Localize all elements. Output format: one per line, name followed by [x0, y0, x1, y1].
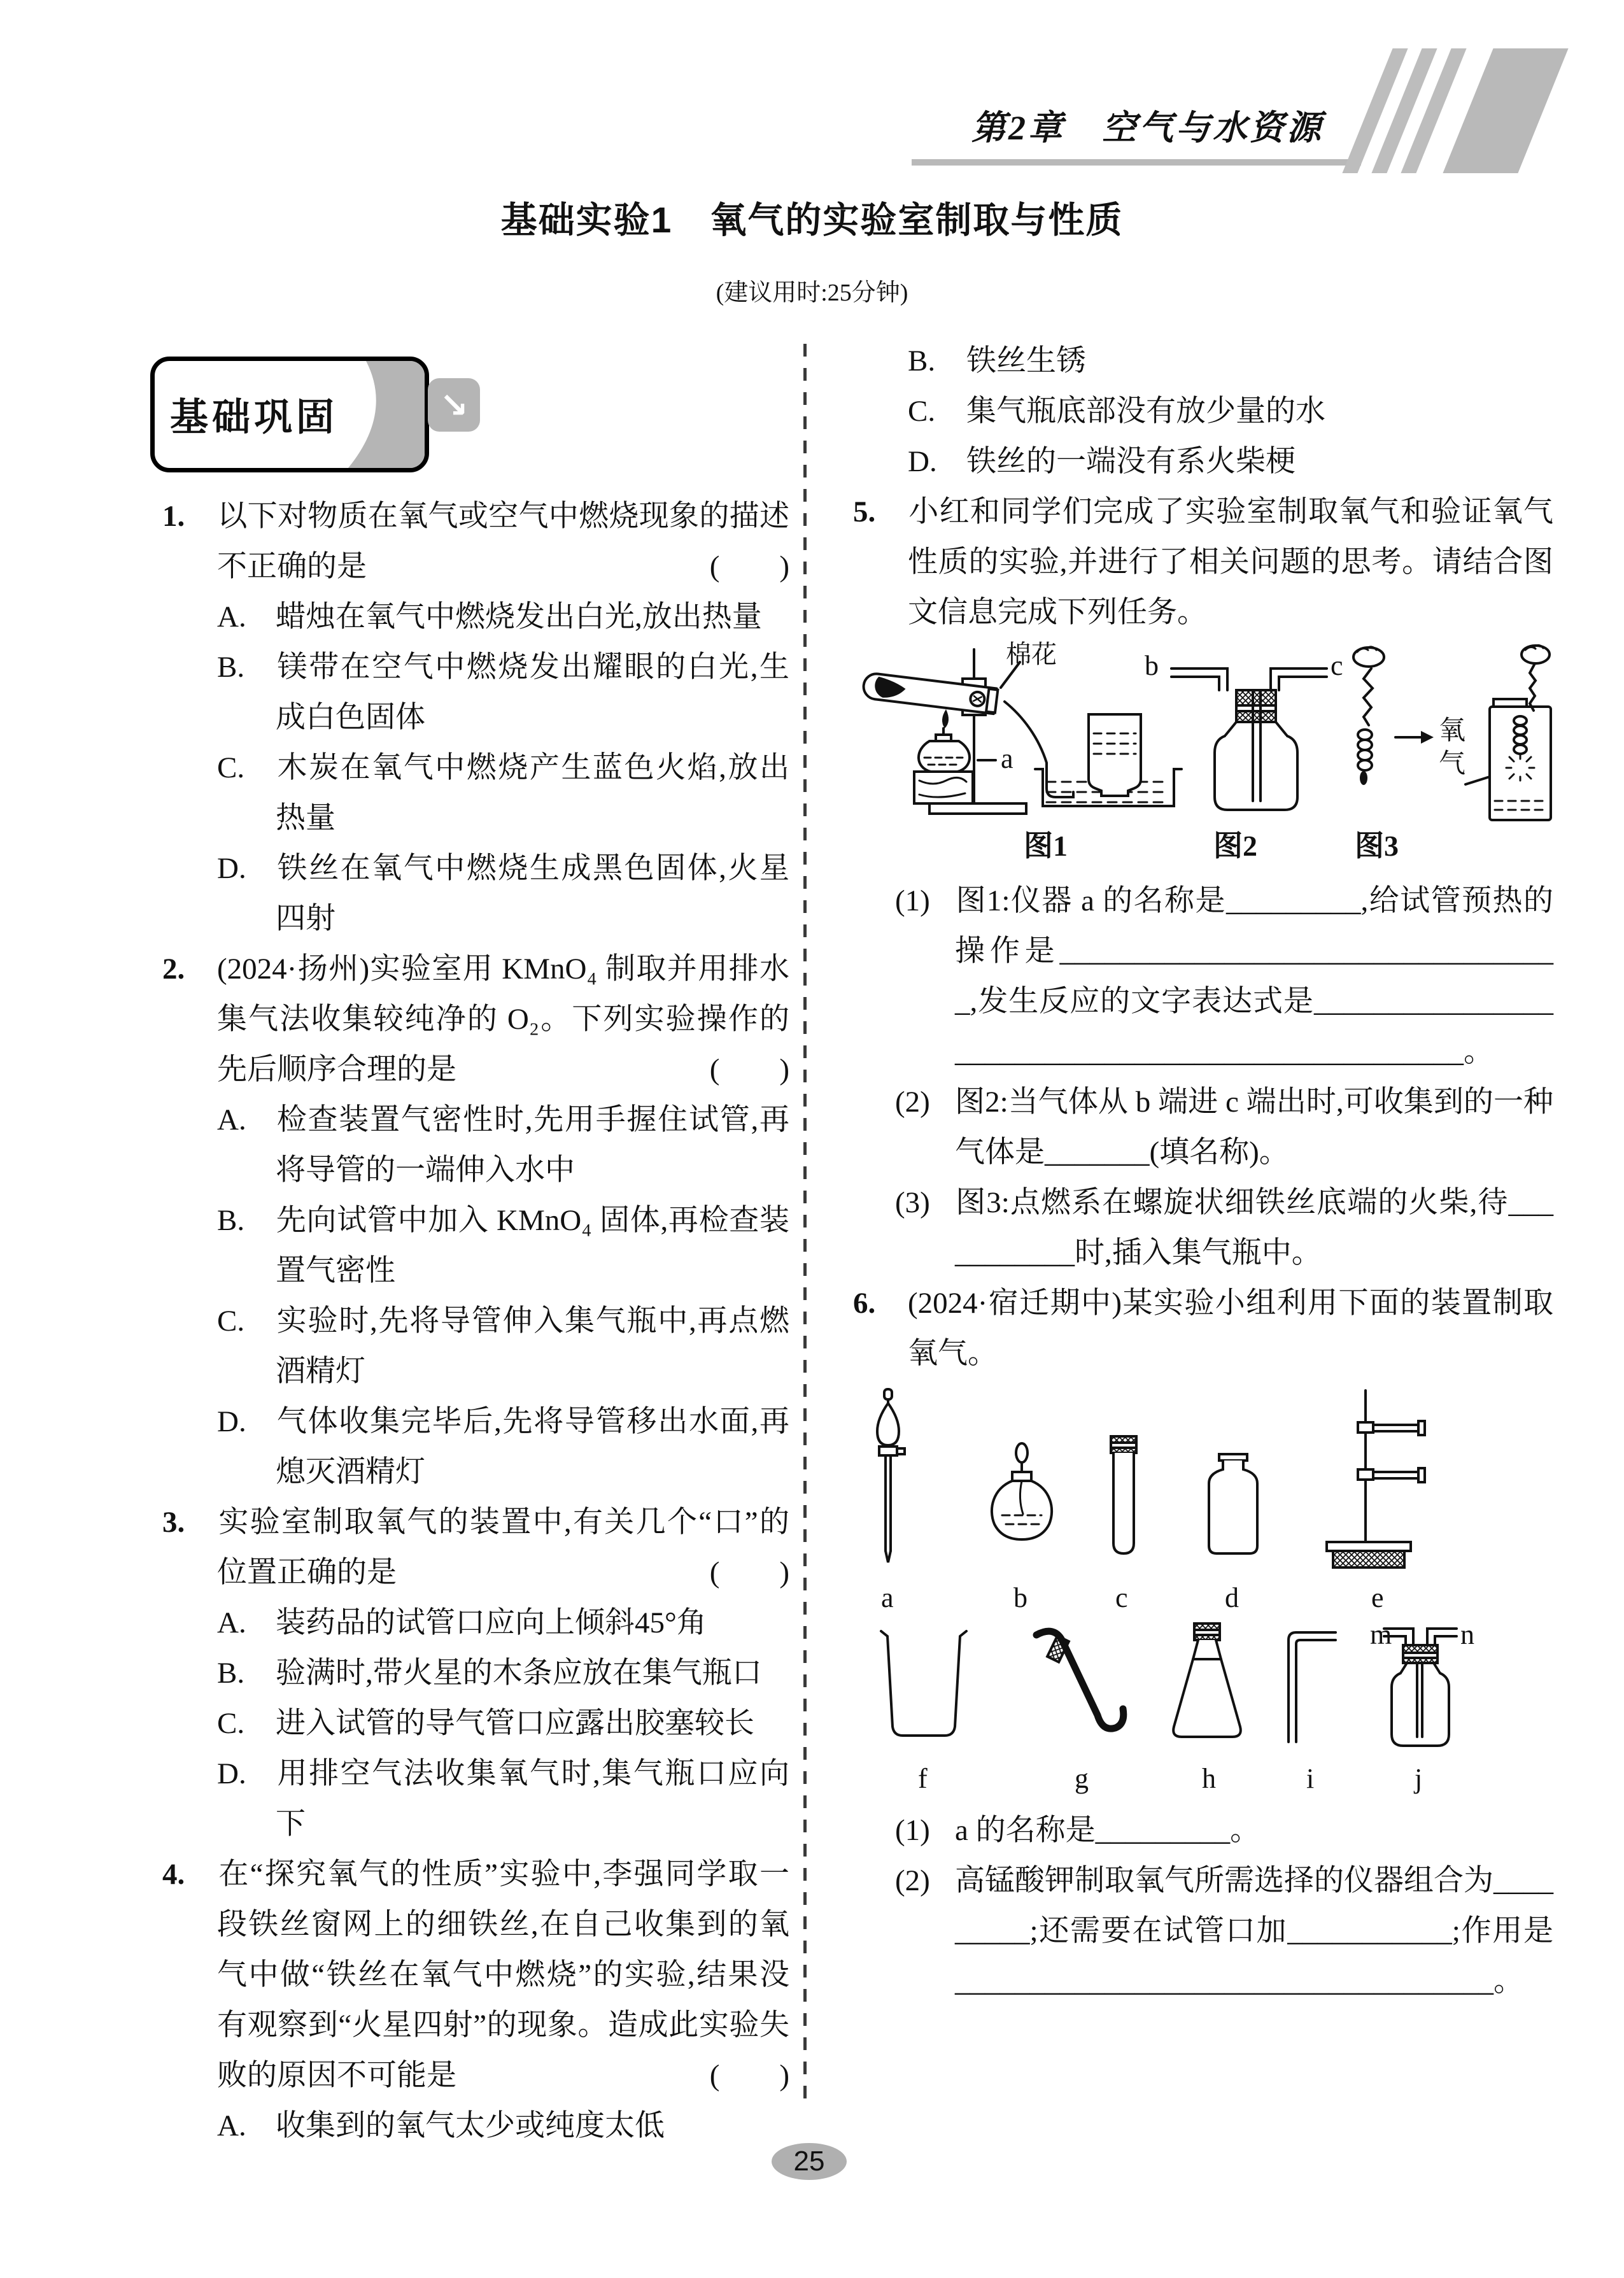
- option-letter: D.: [217, 1405, 246, 1438]
- question-stem: [853, 1278, 1553, 1379]
- question-number: 2.: [162, 952, 185, 986]
- question-4: [162, 1850, 789, 2151]
- option-c: [217, 1699, 789, 1749]
- question-4-option-d: [908, 437, 1553, 487]
- header-block: [1443, 48, 1568, 173]
- question-text: (2024·宿迁期中)某实验小组利用下面的装置制取氧气。: [908, 1287, 1553, 1370]
- option-c: [217, 743, 789, 844]
- question-4-option-b: [908, 336, 1553, 386]
- apparatus-row-2: [853, 1620, 1553, 1803]
- item-number: (3): [895, 1186, 930, 1219]
- question-stem: [162, 1497, 789, 1598]
- apparatus-label-j: j: [1415, 1763, 1423, 1794]
- question-stem: [853, 487, 1553, 638]
- item-number: (1): [895, 884, 930, 917]
- question-text: 在“探究氧气的性质”实验中,李强同学取一段铁丝窗网上的细铁丝,在自己收集到的氧气中做“铁丝在氧气中燃烧”的实验,结果没有观察到“火星四射”的现象。造成此实验失败的原因不可能是: [217, 1858, 789, 2092]
- question-5-item-3: [895, 1178, 1553, 1278]
- question-2: [162, 944, 789, 1497]
- apparatus-row-1: [853, 1383, 1553, 1620]
- option-text: 用排空气法收集氧气时,集气瓶口应向下: [276, 1757, 789, 1841]
- question-5-item-2: [895, 1077, 1553, 1178]
- chapter-header: 第2章 空气与水资源: [971, 109, 1324, 147]
- question-stem: [162, 1850, 789, 2101]
- option-d: [217, 1397, 789, 1497]
- question-6-item-1: [895, 1806, 1553, 1856]
- section-badge: [150, 357, 429, 472]
- item-text: 图3:点燃系在螺旋状细铁丝底端的火柴,待___________时,插入集气瓶中。: [955, 1186, 1553, 1270]
- option-text: 验满时,带火星的木条应放在集气瓶口: [276, 1657, 762, 1690]
- item-number: (2): [895, 1086, 930, 1119]
- question-5: [853, 487, 1553, 1278]
- option-a: [217, 1095, 789, 1196]
- item-text: 高锰酸钾制取氧气所需选择的仪器组合为_________;还需要在试管口加___________;作用是____________________________________。: [955, 1864, 1553, 1998]
- tube-m-label: m: [1370, 1619, 1392, 1650]
- option-text: 铁丝生锈: [966, 344, 1086, 378]
- question-3: [162, 1497, 789, 1850]
- option-d: [217, 844, 789, 944]
- figure-1-caption: 图1: [1024, 830, 1068, 862]
- item-text: 图2:当气体从 b 端进 c 端出时,可收集到的一种气体是_______(填名称)。: [955, 1086, 1553, 1169]
- option-letter: C.: [217, 1305, 245, 1338]
- option-letter: A.: [217, 2109, 246, 2142]
- question-stem: [162, 944, 789, 1095]
- figure-3-caption: 图3: [1355, 830, 1399, 862]
- option-letter: A.: [217, 1103, 246, 1136]
- item-number: (2): [895, 1864, 930, 1897]
- option-text: 铁丝在氧气中燃烧生成黑色固体,火星四射: [276, 852, 789, 935]
- experiment-figure: [853, 640, 1553, 871]
- page-number-badge: [772, 2143, 847, 2180]
- option-b: [217, 1648, 789, 1699]
- tube-b-label: b: [1145, 650, 1159, 681]
- option-text: 检查装置气密性时,先用手握住试管,再将导管的一端伸入水中: [276, 1103, 789, 1187]
- question-6: [853, 1278, 1553, 2007]
- option-letter: B.: [217, 1204, 245, 1237]
- option-text: 铁丝的一端没有系火柴梗: [966, 445, 1296, 478]
- question-text: 小红和同学们完成了实验室制取氧气和验证氧气性质的实验,并进行了相关问题的思考。请结合图文信息完成下列任务。: [908, 495, 1553, 629]
- page-title: 基础实验1 氧气的实验室制取与性质: [500, 200, 1124, 241]
- right-column: [853, 336, 1553, 2007]
- item-number: (1): [895, 1814, 930, 1847]
- suggested-time: (建议用时:25分钟): [716, 279, 908, 306]
- option-text: 木炭在氧气中燃烧产生蓝色火焰,放出热量: [276, 751, 789, 835]
- cotton-label: 棉花: [1006, 640, 1057, 669]
- question-number: 6.: [853, 1287, 876, 1320]
- apparatus-label-a: a: [881, 1582, 894, 1613]
- apparatus-diagram-row2: [853, 1620, 1553, 1761]
- tube-n-label: n: [1460, 1619, 1474, 1650]
- question-6-item-2: [895, 1856, 1553, 2007]
- left-column: [162, 492, 789, 2151]
- option-text: 进入试管的导气管口应露出胶塞较长: [276, 1707, 754, 1740]
- option-text: 收集到的氧气太少或纯度太低: [276, 2109, 665, 2142]
- option-letter: C.: [217, 751, 245, 784]
- answer-bracket: ( ): [709, 550, 789, 583]
- item-text: a 的名称是_________。: [955, 1814, 1260, 1847]
- question-text: 以下对物质在氧气或空气中燃烧现象的描述不正确的是: [217, 500, 789, 583]
- option-a: [217, 1598, 789, 1648]
- header-rule: [912, 159, 1361, 166]
- question-1: [162, 492, 789, 944]
- option-letter: B.: [217, 651, 245, 684]
- answer-bracket: ( ): [709, 2059, 789, 2092]
- option-letter: A.: [217, 600, 246, 633]
- option-text: 实验时,先将导管伸入集气瓶中,再点燃酒精灯: [276, 1305, 789, 1388]
- option-d: [217, 1749, 789, 1850]
- apparatus-a-label: a: [1001, 743, 1013, 774]
- question-4-option-c: [908, 386, 1553, 437]
- tube-c-label: c: [1331, 650, 1343, 681]
- answer-bracket: ( ): [709, 1053, 789, 1086]
- option-letter: C.: [217, 1707, 245, 1740]
- option-letter: D.: [908, 445, 937, 478]
- apparatus-label-i: i: [1306, 1763, 1315, 1794]
- apparatus-label-d: d: [1225, 1582, 1239, 1613]
- option-text: 镁带在空气中燃烧发出耀眼的白光,生成白色固体: [276, 651, 789, 734]
- question-number: 4.: [162, 1858, 185, 1891]
- question-number: 3.: [162, 1506, 185, 1539]
- option-c: [217, 1296, 789, 1397]
- question-5-item-1: [895, 876, 1553, 1077]
- question-text: (2024·扬州)实验室用 KMnO₄ 制取并用排水集气法收集较纯净的 O₂。下列实验操作的先后顺序合理的是: [217, 952, 789, 1086]
- option-text: 气体收集完毕后,先将导管移出水面,再熄灭酒精灯: [276, 1405, 789, 1489]
- apparatus-label-f: f: [918, 1763, 928, 1794]
- option-letter: C.: [908, 395, 936, 428]
- apparatus-label-c: c: [1115, 1582, 1128, 1613]
- option-text: 蜡烛在氧气中燃烧发出白光,放出热量: [276, 600, 762, 633]
- oxygen-label: 氧气: [1435, 716, 1464, 782]
- option-letter: D.: [217, 1757, 246, 1790]
- option-text: 装药品的试管口应向上倾斜45°角: [276, 1606, 707, 1639]
- section-badge-label: 基础巩固: [170, 397, 338, 439]
- column-divider: [803, 344, 807, 2102]
- option-b: [217, 1196, 789, 1296]
- question-text: 实验室制取氧气的装置中,有关几个“口”的位置正确的是: [217, 1506, 789, 1589]
- apparatus-label-h: h: [1202, 1763, 1216, 1794]
- option-text: 集气瓶底部没有放少量的水: [966, 395, 1325, 428]
- badge-swoosh-shape: [329, 361, 425, 468]
- option-text: 先向试管中加入 KMnO₄ 固体,再检查装置气密性: [276, 1204, 789, 1287]
- page-number: 25: [793, 2146, 825, 2177]
- answer-bracket: ( ): [709, 1556, 789, 1589]
- option-letter: B.: [908, 344, 936, 378]
- question-stem: [162, 492, 789, 592]
- apparatus-label-g: g: [1075, 1763, 1089, 1794]
- option-b: [217, 642, 789, 743]
- option-a: [217, 2101, 789, 2151]
- apparatus-label-e: e: [1371, 1582, 1384, 1613]
- option-letter: D.: [217, 852, 246, 885]
- figure-2-caption: 图2: [1213, 830, 1257, 862]
- option-letter: B.: [217, 1657, 245, 1690]
- option-letter: A.: [217, 1606, 246, 1639]
- question-number: 5.: [853, 495, 876, 528]
- apparatus-label-b: b: [1013, 1582, 1027, 1613]
- question-number: 1.: [162, 500, 185, 533]
- option-a: [217, 592, 789, 642]
- item-text: 图1:仪器 a 的名称是_________,给试管预热的操作是__________________________________,发生反应的文字表达式是__________________________________________________。: [955, 884, 1553, 1068]
- apparatus-diagram-row1: [853, 1383, 1553, 1580]
- arrow-down-right-icon: ↘: [428, 378, 480, 432]
